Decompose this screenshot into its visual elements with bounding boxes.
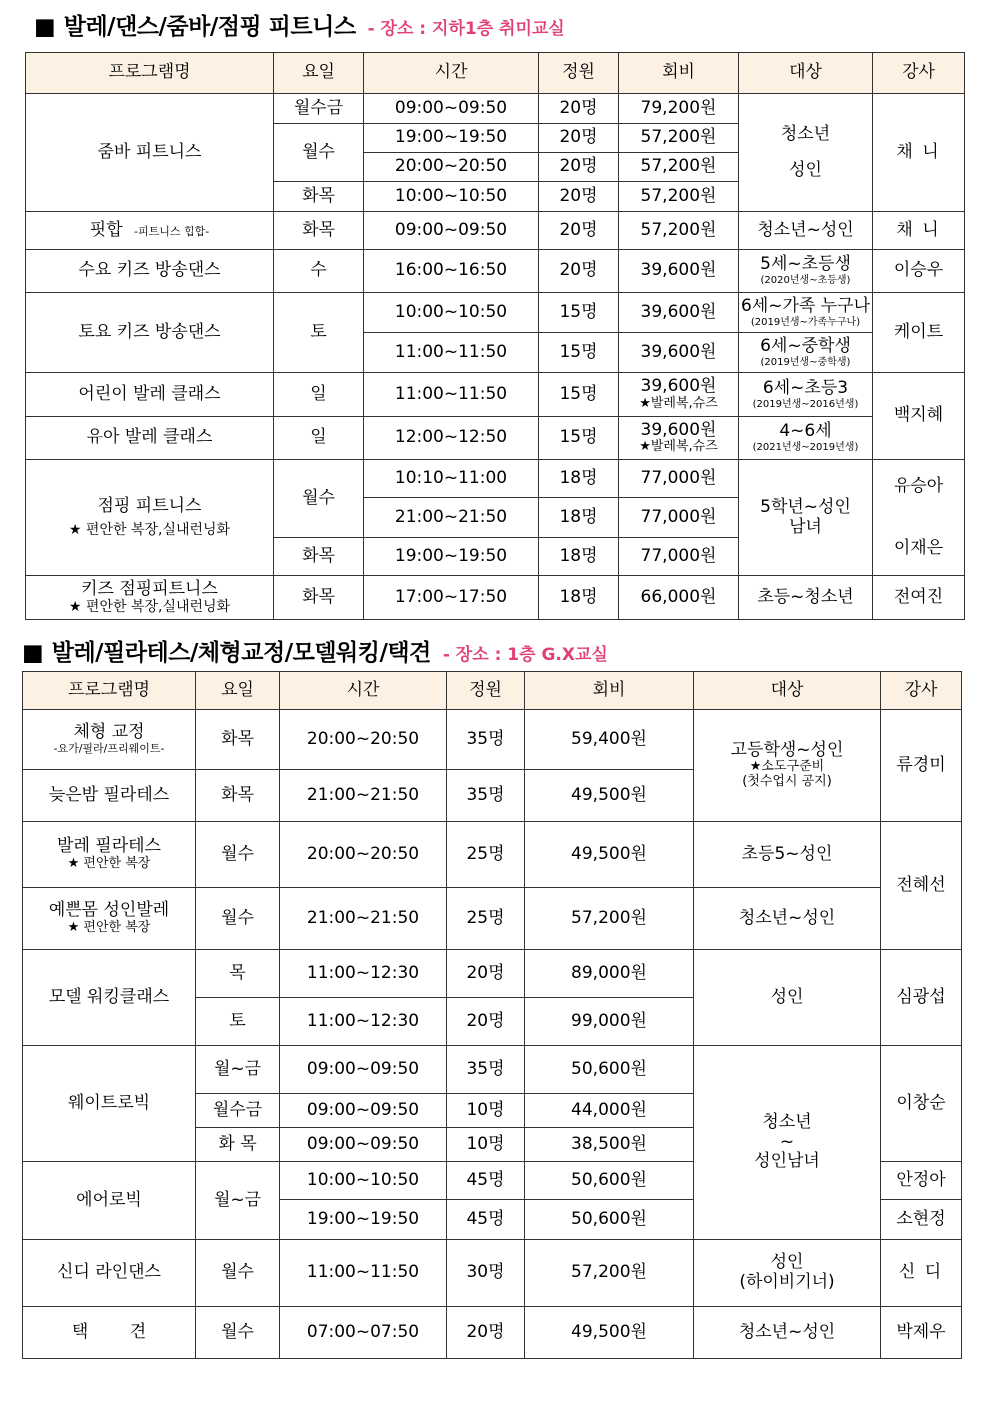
target-note: (2019년생~중학생) — [760, 356, 851, 368]
program-name: 어린이 발레 클래스 — [26, 373, 274, 417]
time-cell: 09:00~09:50 — [364, 212, 539, 250]
teacher-name: 유승아 — [893, 475, 944, 496]
fee-cell — [619, 373, 739, 417]
time-cell: 10:00~10:50 — [364, 293, 539, 333]
teacher-cell: 신 디 — [881, 1240, 962, 1307]
capacity-cell: 35명 — [447, 1046, 525, 1094]
program-subtitle: -피트니스 힙합- — [134, 224, 210, 238]
header-time: 시간 — [280, 672, 447, 710]
program-name: 모델 워킹클래스 — [23, 950, 196, 1046]
day-cell: 화목 — [196, 710, 280, 770]
target-line: 5세~초등생 — [760, 254, 851, 275]
program-note: ★ 편안한 복장 — [67, 919, 151, 935]
day-cell: 토 — [274, 293, 364, 373]
capacity-cell: 20명 — [539, 153, 619, 182]
target-cell — [739, 417, 873, 460]
day-cell: 토 — [196, 998, 280, 1046]
teacher-cell: 전혜선 — [881, 822, 962, 950]
capacity-cell: 15명 — [539, 373, 619, 417]
section-location: - 장소 : 1층 G.X교실 — [442, 645, 608, 665]
fee-cell: 49,500원 — [525, 822, 694, 888]
fee-cell: 57,200원 — [619, 124, 739, 153]
program-name — [26, 212, 274, 250]
target-note: (2019년생~2016년생) — [752, 398, 859, 410]
target-cell — [739, 293, 873, 333]
target-line: 청소년 — [780, 123, 831, 144]
table-row — [26, 373, 965, 417]
fee-cell: 57,200원 — [619, 153, 739, 182]
target-note: (2021년생~2019년생) — [752, 442, 859, 454]
program-name — [23, 710, 196, 770]
target-cell — [739, 250, 873, 293]
teacher-cell: 이창순 — [881, 1046, 962, 1162]
time-cell: 09:00~09:50 — [280, 1128, 447, 1162]
section-marker: ■ — [22, 640, 44, 666]
header-day: 요일 — [274, 53, 364, 94]
table-header-row — [26, 53, 965, 94]
time-cell: 20:00~20:50 — [280, 710, 447, 770]
fee-cell: 50,600원 — [525, 1162, 694, 1200]
target-line: 6세~초등3 — [762, 377, 849, 398]
day-cell: 화목 — [196, 770, 280, 822]
table-row — [23, 822, 962, 888]
teacher-cell: 심광섭 — [881, 950, 962, 1046]
capacity-cell: 20명 — [539, 212, 619, 250]
day-cell: 월수 — [196, 822, 280, 888]
time-cell: 19:00~19:50 — [364, 124, 539, 153]
capacity-cell: 18명 — [539, 498, 619, 538]
capacity-cell: 18명 — [539, 576, 619, 620]
capacity-cell: 20명 — [447, 950, 525, 998]
teacher-cell: 케이트 — [873, 293, 965, 373]
day-cell: 월수 — [196, 888, 280, 950]
fee-cell: 66,000원 — [619, 576, 739, 620]
header-fee: 회비 — [619, 53, 739, 94]
program-note: ★ 편안한 복장 — [67, 855, 151, 871]
time-cell: 10:00~10:50 — [280, 1162, 447, 1200]
time-cell: 21:00~21:50 — [364, 498, 539, 538]
teacher-cell: 채 니 — [873, 212, 965, 250]
table-row — [23, 1046, 962, 1094]
table-row — [26, 576, 965, 620]
time-cell: 12:00~12:50 — [364, 417, 539, 460]
fee-cell: 59,400원 — [525, 710, 694, 770]
table-row — [26, 293, 965, 333]
header-teacher: 강사 — [873, 53, 965, 94]
teacher-cell: 백지혜 — [873, 373, 965, 460]
target-line: 청소년 — [762, 1112, 812, 1133]
fee-cell: 79,200원 — [619, 94, 739, 124]
time-cell: 11:00~12:30 — [280, 998, 447, 1046]
header-target: 대상 — [739, 53, 873, 94]
target-line: ~ — [779, 1131, 795, 1152]
target-cell: 청소년~성인 — [694, 1307, 881, 1359]
target-cell — [739, 94, 873, 212]
target-note: (2019년생~가족누구나) — [750, 316, 861, 328]
program-name: 토요 키즈 방송댄스 — [26, 293, 274, 373]
time-cell: 10:00~10:50 — [364, 182, 539, 212]
target-cell — [739, 333, 873, 373]
capacity-cell: 45명 — [447, 1162, 525, 1200]
section-heading: 발레/댄스/줌바/점핑 피트니스 — [63, 14, 356, 40]
time-cell: 17:00~17:50 — [364, 576, 539, 620]
capacity-cell: 15명 — [539, 333, 619, 373]
capacity-cell: 35명 — [447, 770, 525, 822]
teacher-cell: 안정아 — [881, 1162, 962, 1200]
fee-cell: 49,500원 — [525, 770, 694, 822]
time-cell: 16:00~16:50 — [364, 250, 539, 293]
fee-cell — [619, 417, 739, 460]
header-teacher: 강사 — [881, 672, 962, 710]
day-cell: 월수 — [274, 460, 364, 538]
program-name: 줌바 피트니스 — [26, 94, 274, 212]
fee-cell: 77,000원 — [619, 538, 739, 576]
teacher-cell: 소현정 — [881, 1200, 962, 1240]
table-row — [23, 710, 962, 770]
capacity-cell: 18명 — [539, 538, 619, 576]
program-title: 체형 교정 — [73, 722, 145, 743]
day-cell: 화 목 — [196, 1128, 280, 1162]
target-note: (2020년생~초등생) — [760, 275, 851, 287]
program-title: 핏합 — [89, 219, 123, 240]
fee-cell: 39,600원 — [619, 250, 739, 293]
capacity-cell: 20명 — [539, 182, 619, 212]
day-cell: 화목 — [274, 538, 364, 576]
program-subtitle: -요가/필라/프리웨이트- — [53, 741, 165, 755]
target-cell — [739, 373, 873, 417]
target-cell — [694, 1240, 881, 1307]
teacher-cell: 채 니 — [873, 94, 965, 212]
time-cell: 11:00~11:50 — [364, 333, 539, 373]
capacity-cell: 20명 — [447, 1307, 525, 1359]
capacity-cell: 30명 — [447, 1240, 525, 1307]
table-header-row — [23, 672, 962, 710]
program-title: 점핑 피트니스 — [97, 495, 202, 516]
fee-cell: 99,000원 — [525, 998, 694, 1046]
table-row — [23, 1307, 962, 1359]
program-title: 발레 필라테스 — [57, 836, 161, 857]
time-cell: 11:00~11:50 — [280, 1240, 447, 1307]
capacity-cell: 25명 — [447, 822, 525, 888]
fee-cell: 50,600원 — [525, 1046, 694, 1094]
header-program: 프로그램명 — [26, 53, 274, 94]
time-cell: 21:00~21:50 — [280, 888, 447, 950]
table-row — [26, 460, 965, 498]
fee-cell: 49,500원 — [525, 1307, 694, 1359]
schedule-table-1 — [25, 52, 965, 620]
table-row — [23, 1240, 962, 1307]
time-cell: 11:00~12:30 — [280, 950, 447, 998]
table-row — [26, 212, 965, 250]
program-name: 유아 발레 클래스 — [26, 417, 274, 460]
section2-title — [22, 634, 608, 668]
program-name: 신디 라인댄스 — [23, 1240, 196, 1307]
target-note: (첫수업시 공지) — [742, 774, 832, 790]
fee-cell: 77,000원 — [619, 460, 739, 498]
day-cell: 목 — [196, 950, 280, 998]
day-cell: 월수금 — [274, 94, 364, 124]
day-cell: 월~금 — [196, 1162, 280, 1240]
fee-cell: 57,200원 — [619, 182, 739, 212]
capacity-cell: 15명 — [539, 293, 619, 333]
time-cell: 19:00~19:50 — [280, 1200, 447, 1240]
header-capacity: 정원 — [447, 672, 525, 710]
target-note: ★소도구준비 — [749, 759, 825, 775]
target-line: 남녀 — [789, 516, 822, 537]
program-title: 키즈 점핑피트니스 — [81, 578, 218, 599]
program-name: 택 견 — [23, 1307, 196, 1359]
target-cell: 청소년~성인 — [739, 212, 873, 250]
fee-cell: 50,600원 — [525, 1200, 694, 1240]
fee-cell: 57,200원 — [619, 212, 739, 250]
fee-value: 39,600원 — [640, 376, 717, 397]
day-cell: 일 — [274, 373, 364, 417]
section-heading: 발레/필라테스/체형교정/모델워킹/택견 — [51, 640, 431, 666]
target-cell — [694, 1046, 881, 1240]
capacity-cell: 10명 — [447, 1094, 525, 1128]
day-cell: 월수 — [274, 124, 364, 182]
program-name — [26, 576, 274, 620]
schedule-table-2 — [22, 671, 962, 1359]
teacher-cell — [873, 460, 965, 576]
capacity-cell: 20명 — [539, 94, 619, 124]
capacity-cell: 20명 — [539, 250, 619, 293]
header-program: 프로그램명 — [23, 672, 196, 710]
teacher-cell: 이승우 — [873, 250, 965, 293]
fee-note: ★발레복,슈즈 — [639, 439, 718, 455]
program-note: ★ 편안한 복장,실내런닝화 — [68, 599, 231, 616]
time-cell: 20:00~20:50 — [364, 153, 539, 182]
section-marker: ■ — [34, 14, 56, 40]
time-cell: 07:00~07:50 — [280, 1307, 447, 1359]
table-row — [26, 94, 965, 124]
capacity-cell: 25명 — [447, 888, 525, 950]
target-line: 4~6세 — [779, 421, 832, 442]
header-fee: 회비 — [525, 672, 694, 710]
time-cell: 11:00~11:50 — [364, 373, 539, 417]
target-line: 고등학생~성인 — [730, 739, 844, 760]
day-cell: 월수 — [196, 1307, 280, 1359]
target-line: 6세~가족 누구나 — [741, 295, 870, 316]
target-line: 성인남녀 — [754, 1151, 820, 1172]
day-cell: 월~금 — [196, 1046, 280, 1094]
fee-cell: 57,200원 — [525, 1240, 694, 1307]
fee-note: ★발레복,슈즈 — [639, 395, 718, 411]
target-line: 6세~중학생 — [760, 335, 851, 356]
target-cell: 초등~청소년 — [739, 576, 873, 620]
capacity-cell: 10명 — [447, 1128, 525, 1162]
fee-cell: 57,200원 — [525, 888, 694, 950]
time-cell: 20:00~20:50 — [280, 822, 447, 888]
header-target: 대상 — [694, 672, 881, 710]
day-cell: 화목 — [274, 576, 364, 620]
header-day: 요일 — [196, 672, 280, 710]
capacity-cell: 45명 — [447, 1200, 525, 1240]
teacher-cell: 전여진 — [873, 576, 965, 620]
program-note: ★ 편안한 복장,실내런닝화 — [68, 522, 231, 539]
time-cell: 09:00~09:50 — [280, 1046, 447, 1094]
header-capacity: 정원 — [539, 53, 619, 94]
table-row — [26, 417, 965, 460]
time-cell: 21:00~21:50 — [280, 770, 447, 822]
day-cell: 화목 — [274, 212, 364, 250]
program-name — [23, 822, 196, 888]
target-cell: 청소년~성인 — [694, 888, 881, 950]
program-name: 웨이트로빅 — [23, 1046, 196, 1162]
teacher-cell: 박제우 — [881, 1307, 962, 1359]
program-name — [26, 460, 274, 576]
time-cell: 10:10~11:00 — [364, 460, 539, 498]
target-cell: 초등5~성인 — [694, 822, 881, 888]
target-cell — [694, 710, 881, 822]
day-cell: 화목 — [274, 182, 364, 212]
fee-cell: 77,000원 — [619, 498, 739, 538]
capacity-cell: 18명 — [539, 460, 619, 498]
target-cell: 성인 — [694, 950, 881, 1046]
program-name — [23, 888, 196, 950]
fee-cell: 39,600원 — [619, 293, 739, 333]
target-line: 5학년~성인 — [760, 496, 851, 517]
program-name: 늦은밤 필라테스 — [23, 770, 196, 822]
capacity-cell: 15명 — [539, 417, 619, 460]
day-cell: 수 — [274, 250, 364, 293]
fee-value: 39,600원 — [640, 419, 717, 440]
target-line: 성인 — [770, 1252, 804, 1273]
teacher-name: 이재은 — [893, 537, 944, 558]
section1-title — [34, 8, 565, 42]
table-row — [26, 250, 965, 293]
table-row — [23, 888, 962, 950]
program-name: 에어로빅 — [23, 1162, 196, 1240]
table-row — [23, 950, 962, 998]
fee-cell: 39,600원 — [619, 333, 739, 373]
time-cell: 09:00~09:50 — [280, 1094, 447, 1128]
fee-cell: 38,500원 — [525, 1128, 694, 1162]
target-line: (하이비기너) — [739, 1272, 835, 1292]
day-cell: 일 — [274, 417, 364, 460]
target-line: 성인 — [789, 159, 822, 180]
program-name: 수요 키즈 방송댄스 — [26, 250, 274, 293]
target-cell — [739, 460, 873, 576]
day-cell: 월수금 — [196, 1094, 280, 1128]
fee-cell: 44,000원 — [525, 1094, 694, 1128]
time-cell: 09:00~09:50 — [364, 94, 539, 124]
section-location: - 장소 : 지하1층 취미교실 — [367, 19, 565, 39]
capacity-cell: 20명 — [447, 998, 525, 1046]
teacher-cell: 류경미 — [881, 710, 962, 822]
capacity-cell: 20명 — [539, 124, 619, 153]
time-cell: 19:00~19:50 — [364, 538, 539, 576]
capacity-cell: 35명 — [447, 710, 525, 770]
header-time: 시간 — [364, 53, 539, 94]
day-cell: 월수 — [196, 1240, 280, 1307]
fee-cell: 89,000원 — [525, 950, 694, 998]
program-title: 예쁜몸 성인발레 — [48, 900, 170, 921]
